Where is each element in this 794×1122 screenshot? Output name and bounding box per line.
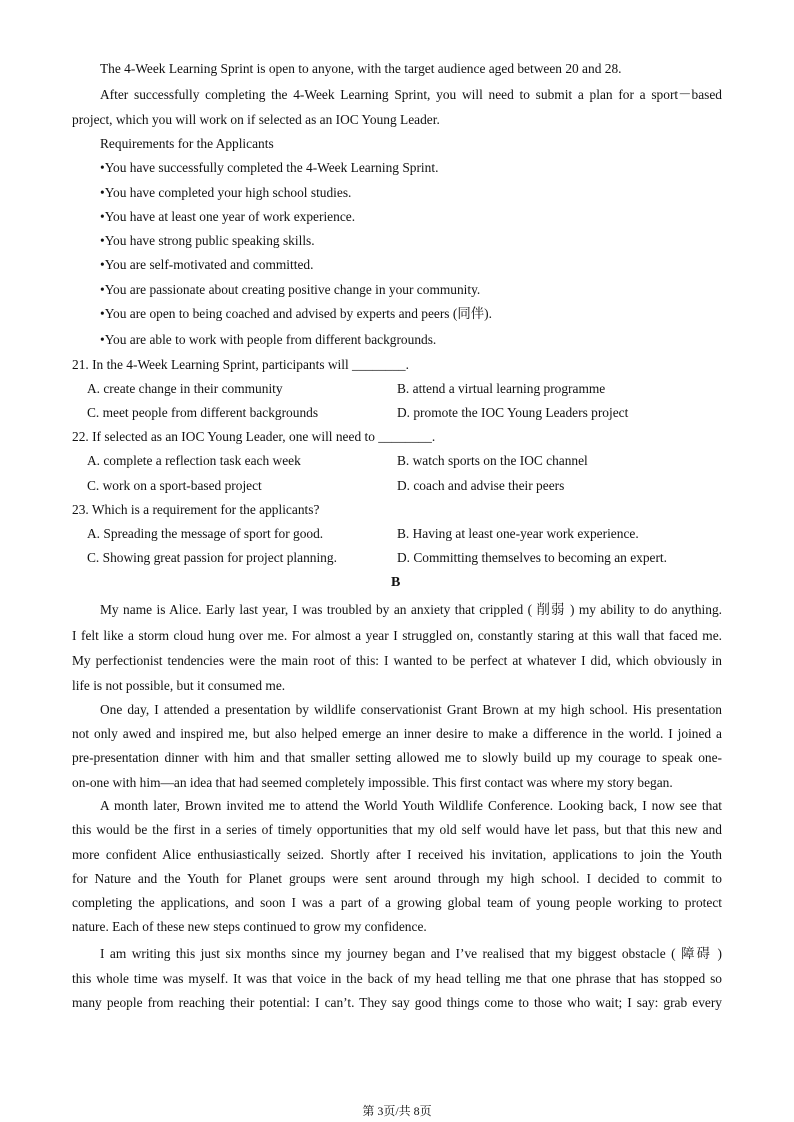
page-footer: 第 3页/共 8页 bbox=[362, 1104, 432, 1118]
passage-line: this would be the first in a series of timely opportunities that my old self would have let pass, but that this new and bbox=[72, 822, 722, 837]
question-stem: 23. Which is a requirement for the applicants? bbox=[72, 502, 320, 517]
passage-line: not only awed and inspired me, but also helped emerge an inner desire to make a difference in the world. I joined a bbox=[72, 726, 722, 741]
passage-line: life is not possible, but it consumed me. bbox=[72, 678, 286, 693]
option: B. attend a virtual learning programme bbox=[397, 381, 606, 396]
option: A. create change in their community bbox=[87, 381, 283, 396]
option: D. coach and advise their peers bbox=[397, 478, 565, 493]
passage-line: many people from reaching their potential: I can’t. They say good things come to those who wait; I say: grab every bbox=[72, 995, 722, 1010]
passage-line: My name is Alice. Early last year, I was troubled by an anxiety that crippled ( 削弱 ) my ability to do anything. bbox=[100, 602, 722, 617]
question-stem: 22. If selected as an IOC Young Leader, one will need to ________. bbox=[72, 429, 436, 444]
requirement-item: •You are open to being coached and advised by experts and peers (同伴). bbox=[100, 306, 492, 321]
requirement-item: •You have completed your high school studies. bbox=[100, 185, 352, 200]
option: C. Showing great passion for project planning. bbox=[87, 550, 337, 565]
option: D. promote the IOC Young Leaders project bbox=[397, 405, 629, 420]
option: A. complete a reflection task each week bbox=[87, 453, 301, 468]
passage-line: My perfectionist tendencies were the main root of this: I wanted to be perfect at whatever I did, which obviously in bbox=[72, 653, 722, 668]
requirement-item: •You have strong public speaking skills. bbox=[100, 233, 315, 248]
option: C. meet people from different backgrounds bbox=[87, 405, 319, 420]
section-heading: B bbox=[391, 575, 401, 590]
intro-text: The 4-Week Learning Sprint is open to anyone, with the target audience aged between 20 and 28. bbox=[100, 61, 622, 76]
passage-line: I am writing this just six months since my journey began and I’ve realised that my biggest obstacle ( 障碍 ) bbox=[100, 946, 722, 961]
plan-text-line: After successfully completing the 4-Week Learning Sprint, you will need to submit a plan for a sport－based bbox=[100, 87, 722, 102]
passage-line: more confident Alice enthusiastically seized. Shortly after I received his invitation, applications to join the Youth bbox=[72, 847, 722, 862]
requirement-item: •You are passionate about creating positive change in your community. bbox=[100, 282, 481, 297]
requirement-item: •You are self-motivated and committed. bbox=[100, 257, 314, 272]
option: B. watch sports on the IOC channel bbox=[397, 453, 588, 468]
passage-line: One day, I attended a presentation by wildlife conservationist Grant Brown at my high school. His presentation bbox=[100, 702, 722, 717]
passage-line: for Nature and the Youth for Planet groups were sent around through my high school. I decided to commit to bbox=[72, 871, 722, 886]
requirement-item: •You have at least one year of work experience. bbox=[100, 209, 356, 224]
passage-line: I felt like a storm cloud hung over me. For almost a year I struggled on, constantly staring at this wall that faced me. bbox=[72, 628, 722, 643]
passage-line: pre-presentation dinner with him and that smaller setting allowed me to slowly build up my courage to speak one- bbox=[72, 750, 722, 765]
requirement-item: •You have successfully completed the 4-Week Learning Sprint. bbox=[100, 160, 439, 175]
plan-text-line: project, which you will work on if selected as an IOC Young Leader. bbox=[72, 112, 440, 127]
option: A. Spreading the message of sport for good. bbox=[87, 526, 324, 541]
option: D. Committing themselves to becoming an expert. bbox=[397, 550, 667, 565]
passage-line: A month later, Brown invited me to attend the World Youth Wildlife Conference. Looking back, I now see that bbox=[100, 798, 722, 813]
option: B. Having at least one-year work experience. bbox=[397, 526, 639, 541]
passage-line: completing the applications, and soon I was a part of a growing global team of young people working to protect bbox=[72, 895, 722, 910]
passage-line: nature. Each of these new steps continued to grow my confidence. bbox=[72, 919, 427, 934]
requirements-heading: Requirements for the Applicants bbox=[100, 136, 274, 151]
requirement-item: •You are able to work with people from different backgrounds. bbox=[100, 332, 437, 347]
option: C. work on a sport-based project bbox=[87, 478, 262, 493]
passage-line: this whole time was myself. It was that voice in the back of my head telling me that one phrase that has stopped so bbox=[72, 971, 722, 986]
question-stem: 21. In the 4-Week Learning Sprint, participants will ________. bbox=[72, 357, 409, 372]
passage-line: on-one with him—an idea that had seemed completely impossible. This first contact was where my story began. bbox=[72, 775, 673, 790]
